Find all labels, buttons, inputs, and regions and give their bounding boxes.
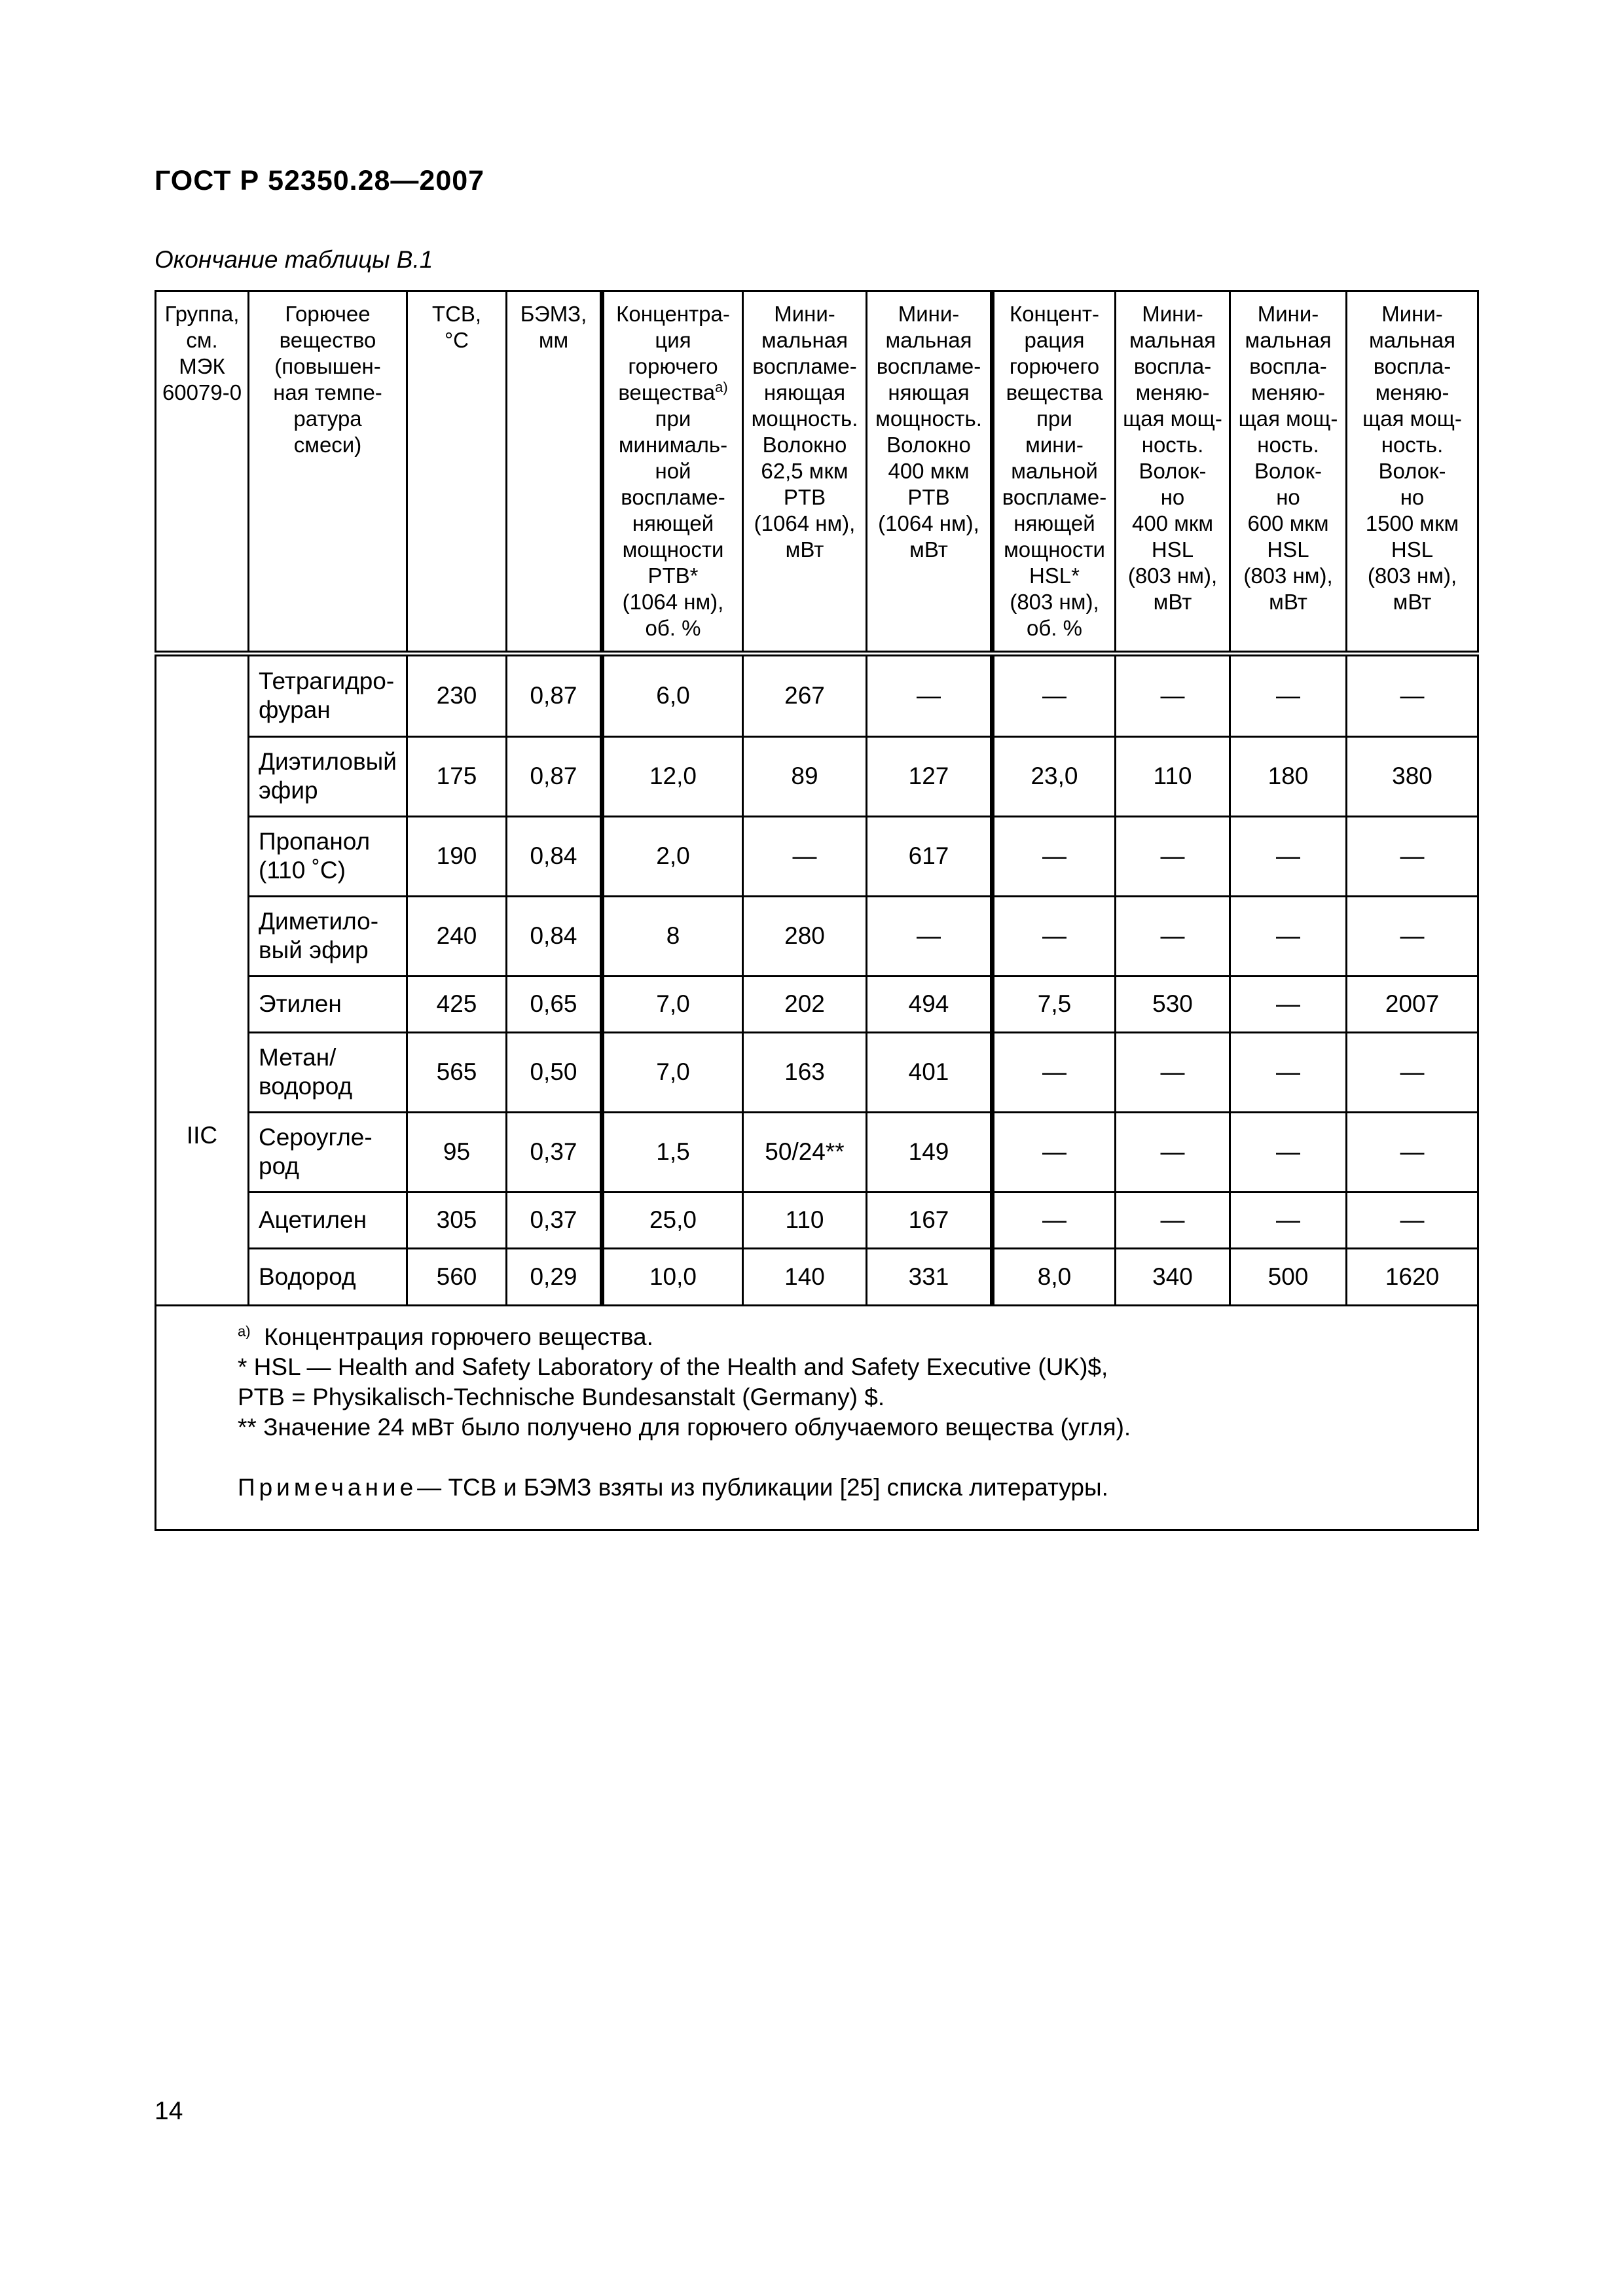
cell-group [156,736,249,816]
note-label: Примечание [238,1474,418,1501]
cell-value: 2,0 [602,816,743,896]
header-line: Мини- [774,302,835,326]
header-line: смеси) [293,433,362,457]
cell-substance [249,654,407,737]
header-line: мощность. [875,406,982,431]
header-line: мВт [1153,590,1192,614]
header-bemz [507,291,602,654]
document-code: ГОСТ Р 52350.28—2007 [155,165,485,196]
substance-line: (110 ˚С) [259,857,346,884]
header-line: щая мощ- [1238,406,1338,431]
header-line: Группа, [164,302,240,326]
cell-value: 180 [1230,736,1347,816]
cell-value: — [1116,816,1230,896]
table-row [156,736,1478,816]
cell-value: 340 [1116,1248,1230,1306]
header-line: Мини- [1142,302,1203,326]
note-text: — ТСВ и БЭМЗ взяты из публикации [25] списка литературы. [417,1474,1108,1501]
cell-value: 425 [407,976,507,1032]
header-line: горючего [1009,354,1100,378]
cell-value: — [1230,1192,1347,1248]
cell-value: 0,84 [507,816,602,896]
header-line: PTB [907,485,950,509]
header-line: щая мощ- [1123,406,1222,431]
header-line: воспла- [1133,354,1212,378]
header-line: при [1036,406,1072,431]
cell-group [156,1248,249,1306]
table-row [156,1112,1478,1192]
cell-value: 280 [743,896,867,976]
header-power-400-ptb [867,291,993,654]
cell-group [156,896,249,976]
cell-value: — [1347,816,1478,896]
substance-line: Диметило- [259,908,379,935]
cell-value: — [993,654,1116,737]
note-hsl: * HSL — Health and Safety Laboratory of the Health and Safety Executive (UK)$, [238,1354,1108,1380]
substance-line: Ацетилен [259,1206,367,1233]
cell-value: 500 [1230,1248,1347,1306]
header-line: (803 нм), [1010,590,1099,614]
cell-substance [249,1032,407,1112]
cell-value: 1,5 [602,1112,743,1192]
header-line: мВт [785,537,824,562]
header-line: Концентра- [616,302,730,326]
header-line: но [1160,485,1185,509]
header-line: 1500 мкм [1365,511,1459,535]
substance-line: Метан/ [259,1044,337,1071]
substance-line: вый эфир [259,937,369,963]
header-line: Волок- [1254,459,1322,483]
header-line: (1064 нм), [622,590,724,614]
header-row [156,291,1478,654]
footnote-a [238,1322,1477,1352]
header-line: ность. [1257,433,1319,457]
header-line: (803 нм), [1127,564,1218,588]
header-power-400-hsl [1116,291,1230,654]
header-line: БЭМЗ, [520,302,587,326]
cell-value: — [993,1112,1116,1192]
header-line: HSL [1151,537,1194,562]
cell-value: 12,0 [602,736,743,816]
header-line: (повышен- [274,354,381,378]
header-line: мощности [622,537,724,562]
table-row [156,1192,1478,1248]
header-line: ность. [1381,433,1444,457]
table-caption: Окончание таблицы В.1 [155,246,433,273]
header-line: няющая [763,380,846,404]
header-conc-ptb [602,291,743,654]
cell-value: — [1116,896,1230,976]
header-line: няющей [632,511,714,535]
cell-value: 8,0 [993,1248,1116,1306]
header-line: няющей [1013,511,1095,535]
header-line: 62,5 мкм [761,459,848,483]
notes-row [156,1306,1478,1530]
cell-value: 530 [1116,976,1230,1032]
cell-value: 617 [867,816,993,896]
cell-group [156,816,249,896]
header-line: Волокно [886,433,971,457]
header-line: (803 нм), [1367,564,1457,588]
table-row [156,896,1478,976]
cell-value: 565 [407,1032,507,1112]
cell-value: 202 [743,976,867,1032]
cell-value: 149 [867,1112,993,1192]
cell-value: 110 [743,1192,867,1248]
table-row [156,1032,1478,1112]
cell-value: 401 [867,1032,993,1112]
cell-value: — [1230,1112,1347,1192]
header-line: PTB [783,485,826,509]
cell-value: 331 [867,1248,993,1306]
header-line: меняю- [1135,380,1210,404]
table-note [238,1473,1477,1503]
cell-value: 267 [743,654,867,737]
header-line: ной [655,459,691,483]
cell-value: — [1230,654,1347,737]
header-line: мощности [1004,537,1105,562]
cell-value: 0,87 [507,736,602,816]
header-line: воспла- [1373,354,1451,378]
cell-substance [249,1192,407,1248]
header-line: горючего [628,354,718,378]
header-line: ность. [1141,433,1204,457]
footnote-mark: a) [238,1323,251,1340]
header-line: мальная [1245,328,1332,352]
cell-value: — [867,654,993,737]
header-line: воспламе- [752,354,857,378]
cell-value: — [993,1032,1116,1112]
header-line: воспла- [1249,354,1327,378]
substance-line: Диэтиловый [259,748,397,775]
cell-value: — [1347,1192,1478,1248]
header-line: Концент- [1009,302,1099,326]
cell-value: 25,0 [602,1192,743,1248]
header-line: но [1276,485,1300,509]
header-tsv [407,291,507,654]
header-line: мВт [909,537,948,562]
header-line [604,380,742,406]
cell-value: 6,0 [602,654,743,737]
table-row [156,654,1478,737]
header-line: Мини- [1381,302,1443,326]
header-line: мощность. [751,406,858,431]
cell-value: 0,50 [507,1032,602,1112]
cell-value: — [1230,1032,1347,1112]
cell-group: IIC [156,1112,249,1192]
cell-value: 7,0 [602,1032,743,1112]
header-substance [249,291,407,654]
cell-value: 0,29 [507,1248,602,1306]
header-line: °С [444,328,469,352]
cell-value: — [1347,1112,1478,1192]
header-line: Горючее [285,302,371,326]
header-line: (803 нм), [1243,564,1333,588]
header-line: Волок- [1378,459,1446,483]
cell-value: 8 [602,896,743,976]
cell-value: 7,5 [993,976,1116,1032]
cell-value: 175 [407,736,507,816]
table-row [156,1248,1478,1306]
header-line: минималь- [618,433,728,457]
header-line: об. % [1027,616,1082,640]
header-line: 600 мкм [1247,511,1329,535]
cell-substance [249,736,407,816]
footnote-ref: a) [715,379,728,395]
cell-value: — [1116,1192,1230,1248]
note-double-asterisk: ** Значение 24 мВт было получено для горючего облучаемого вещества (угля). [238,1414,1131,1441]
header-line: PTB* [647,564,699,588]
cell-value: 494 [867,976,993,1032]
cell-value: 89 [743,736,867,816]
header-line: мини- [1025,433,1084,457]
cell-value: 23,0 [993,736,1116,816]
data-table-container [155,290,1477,1531]
cell-group [156,1032,249,1112]
cell-value: 140 [743,1248,867,1306]
cell-value: — [993,816,1116,896]
substance-line: род [259,1153,299,1179]
cell-value: — [1116,1112,1230,1192]
cell-value: — [1230,976,1347,1032]
header-line: щая мощ- [1362,406,1462,431]
header-line: 60079-0 [162,380,242,404]
header-line: об. % [645,616,701,640]
header-line: вещество [279,328,376,352]
header-line: при [655,406,691,431]
substance-line: Водород [259,1263,356,1290]
cell-value: — [1230,896,1347,976]
header-line: Волок- [1139,459,1207,483]
cell-value: 163 [743,1032,867,1112]
cell-value: 2007 [1347,976,1478,1032]
substance-line: водород [259,1073,353,1100]
header-line: мВт [1269,590,1307,614]
cell-value: — [1347,896,1478,976]
header-line: воспламе- [876,354,981,378]
cell-substance [249,896,407,976]
cell-value: 0,84 [507,896,602,976]
data-table [155,290,1479,1531]
cell-value: — [1230,816,1347,896]
header-line: HSL* [1029,564,1080,588]
cell-substance [249,816,407,896]
cell-value: 560 [407,1248,507,1306]
cell-value: 95 [407,1112,507,1192]
substance-line: Сероугле- [259,1124,373,1151]
header-line: няющая [888,380,970,404]
header-line: мальная [1369,328,1455,352]
header-line: (1064 нм), [754,511,856,535]
table-row [156,976,1478,1032]
cell-value: — [867,896,993,976]
header-line: но [1400,485,1425,509]
note-ptb: PTB = Physikalisch-Technische Bundesanstalt (Germany) $. [238,1384,885,1410]
substance-line: Тетрагидро- [259,668,395,695]
header-line: ТСВ, [431,302,482,326]
cell-value: 7,0 [602,976,743,1032]
header-line: мальная [1129,328,1216,352]
header-line: мальная [885,328,972,352]
cell-value: — [1116,1032,1230,1112]
header-line: вещества [1006,380,1103,404]
cell-value: — [1347,654,1478,737]
header-line: Мини- [898,302,960,326]
cell-value: 0,65 [507,976,602,1032]
cell-value: 240 [407,896,507,976]
header-conc-hsl [993,291,1116,654]
cell-substance [249,1112,407,1192]
header-line: меняю- [1375,380,1450,404]
cell-value: 0,87 [507,654,602,737]
cell-substance [249,1248,407,1306]
header-line: ратура [293,406,362,431]
cell-value: — [993,1192,1116,1248]
header-line: меняю- [1251,380,1325,404]
cell-value: 10,0 [602,1248,743,1306]
cell-value: 1620 [1347,1248,1478,1306]
table-row [156,816,1478,896]
cell-value: — [1347,1032,1478,1112]
header-line: HSL [1391,537,1434,562]
cell-value: 380 [1347,736,1478,816]
header-line: см. [186,328,218,352]
cell-value: 230 [407,654,507,737]
footnote-text: Концентрация горючего вещества. [264,1323,653,1350]
cell-value: — [743,816,867,896]
substance-line: Пропанол [259,828,371,855]
header-line: рация [1024,328,1085,352]
header-line: (1064 нм), [878,511,979,535]
cell-value: 50/24** [743,1112,867,1192]
header-line: 400 мкм [1131,511,1214,535]
notes-cell [156,1306,1478,1530]
header-line: мм [538,328,569,352]
cell-value: 127 [867,736,993,816]
cell-substance [249,976,407,1032]
cell-value: 190 [407,816,507,896]
cell-value: 167 [867,1192,993,1248]
header-line: мальной [1011,459,1098,483]
page-number: 14 [155,2097,183,2125]
header-power-600-hsl [1230,291,1347,654]
substance-line: эфир [259,777,318,804]
header-line: HSL [1267,537,1309,562]
header-line: Волокно [762,433,847,457]
header-line: воспламе- [621,485,725,509]
header-line: воспламе- [1002,485,1107,509]
cell-value: 110 [1116,736,1230,816]
cell-group [156,1192,249,1248]
cell-group [156,654,249,737]
header-line: ная темпе- [273,380,382,404]
header-power-62-ptb [743,291,867,654]
header-group [156,291,249,654]
cell-value: — [1116,654,1230,737]
header-line: мальная [761,328,848,352]
cell-value: 305 [407,1192,507,1248]
cell-group [156,976,249,1032]
header-line: МЭК [179,354,225,378]
substance-line: фуран [259,696,331,724]
header-line: Мини- [1257,302,1319,326]
header-line-text: вещества [618,380,716,404]
cell-value: — [993,896,1116,976]
header-power-1500-hsl [1347,291,1478,654]
header-line: ция [655,328,691,352]
cell-value: 0,37 [507,1192,602,1248]
cell-value: 0,37 [507,1112,602,1192]
table-body [156,654,1478,1306]
substance-line: Этилен [259,990,342,1017]
header-line: мВт [1393,590,1432,614]
header-line: 400 мкм [888,459,970,483]
